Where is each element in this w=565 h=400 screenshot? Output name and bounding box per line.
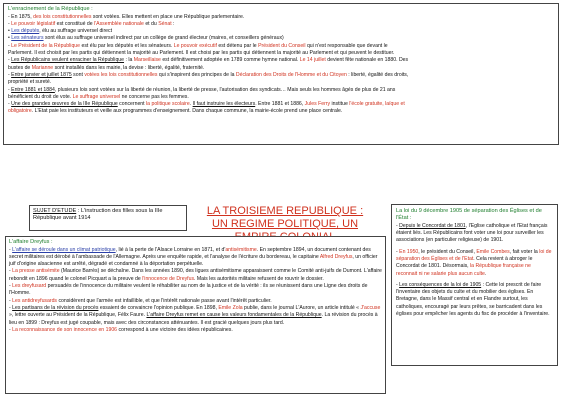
- text-run: institue: [330, 101, 350, 108]
- text-run: -: [396, 281, 400, 288]
- text-run: : Cette loi prescrit de faire l'inventaire des objets du culte et du mobilier des églises. En Bretagne, dans le Massif central et en Flandre surtout, les catholiques, encouragé par leurs prêtes, se barricadent dans les églises pour empêcher les agents du fisc de procéder à l'inventaire.: [396, 281, 550, 318]
- text-line: [8, 65, 554, 72]
- highlight-text: l'Assemblée nationale: [94, 20, 144, 27]
- text-run: -: [8, 57, 12, 64]
- paragraph: [9, 247, 382, 269]
- text-run: (Maurice Barrès) se déchaîne. Dans les années 1890, des ligues antisémitisme apparaissent comme le Comité anti-juifs de Dumont. L'affaire rebondit en 1896 quand le colonel Picquart a la preuve de: [9, 268, 382, 282]
- text-run: :: [171, 20, 175, 27]
- highlight-text: Les antidreyfusards: [12, 297, 58, 304]
- text-run: -: [9, 304, 13, 311]
- study-subject-label: SUJET D'ETUDE: [33, 208, 77, 214]
- study-subject-text: : L'instruction des filles sous la IIIe République avant 1914: [33, 208, 163, 222]
- underlined-text: Les Républicains veulent enraciner la République: [11, 57, 125, 64]
- text-run: propriété et sureté.: [8, 79, 52, 86]
- paragraph: [396, 282, 553, 318]
- text-run: , élu au suffrage universel direct: [39, 28, 113, 35]
- republic-rooting-heading: L'enracinement de la République :: [8, 6, 93, 12]
- highlight-text: Emile Zola: [218, 304, 243, 311]
- text-run: -: [9, 326, 13, 333]
- text-line: [8, 14, 554, 21]
- text-run: -: [8, 101, 12, 108]
- dreyfus-text: [9, 247, 382, 335]
- text-run: -: [396, 248, 400, 255]
- dreyfus-affair-box: [5, 236, 386, 394]
- text-run: qui n'est responsable que devant le: [305, 42, 388, 49]
- text-run: •: [8, 28, 12, 35]
- paragraph: [9, 283, 382, 298]
- text-run: devient fête nationale en 1880. Des: [325, 57, 409, 64]
- paragraph: [9, 327, 382, 334]
- text-run: est détenu par le: [216, 42, 259, 49]
- text-run: Parlement. Il est choisit par les partis qui détiennent la majorité au Parlement. Il est choisi par les partis qui détiennent la majorité au Parlement et qui peuvent le destituer.: [8, 50, 395, 57]
- text-run: .: [189, 101, 193, 108]
- text-run: considèrent que l'armée est infaillible, et que l'intérêt nationale passe avant l'intérêt particulier.: [57, 297, 272, 304]
- text-line: [8, 101, 554, 108]
- paragraph: [396, 249, 553, 278]
- church-state-separation-box: [391, 204, 558, 366]
- text-run: ne concerne pas les femmes.: [120, 93, 189, 100]
- text-run: , un officier juif d'origine alsacienne est arrêté, dégradé et condamné à la déportation perpétuelle.: [9, 253, 378, 268]
- highlight-text: Le Président de la République: [11, 42, 81, 49]
- text-run: qui s'inspirent des principes de la: [157, 71, 236, 78]
- underlined-text: Entre 1881 et 1884: [11, 86, 55, 93]
- republic-rooting-text: [8, 14, 554, 116]
- text-line: [8, 72, 554, 79]
- text-run: persuadés de l'innocence du militaire veulent le réhabiliter au nom de la justice et de la vérité : ils se réunissent dans une Ligne des droits de l'Homme.: [9, 283, 368, 297]
- text-run: est élu par les députés et les sénateurs.: [80, 42, 174, 49]
- underlined-text: Entre janvier et juillet 1875: [11, 71, 72, 78]
- text-line: [8, 28, 554, 35]
- highlight-text: Jules Ferry: [304, 101, 331, 108]
- highlight-text: Alfred Dreyfus: [319, 253, 353, 260]
- underlined-text: Les sénateurs: [11, 35, 44, 42]
- highlight-text: la République française ne reconnait ni ne salarie plus aucun culte: [396, 263, 531, 277]
- underlined-text: Une des grandes œuvres de la IIIe République: [11, 101, 118, 108]
- text-line: [8, 43, 554, 50]
- text-run: -: [8, 71, 12, 78]
- text-run: publie, dans le journal L'Aurore, un article intitulé «: [242, 304, 361, 311]
- text-run: .: [484, 270, 487, 277]
- text-line: [8, 21, 554, 28]
- church-state-text: [396, 223, 553, 319]
- text-run: et du: [143, 20, 159, 27]
- text-run: -: [396, 222, 400, 229]
- text-run: •: [8, 35, 12, 42]
- highlight-text: La reconnaissance de son innocence en 1906: [12, 326, 118, 333]
- text-line: [8, 35, 554, 42]
- text-line: [8, 87, 554, 94]
- highlight-text: La presse antisémite: [12, 268, 60, 275]
- highlight-text: votées les lois constitutionnelles: [84, 71, 158, 78]
- text-run: , l'Eglise catholique et l'Etat français étaient liés. Les Républicains font voter une loi pour surveiller les associations (en particulier religieuse) de 1901.: [396, 222, 548, 244]
- highlight-text: Sénat: [158, 20, 172, 27]
- highlight-text: antisémitisme: [225, 246, 257, 253]
- text-run: . Entre 1881 et 1886,: [255, 101, 305, 108]
- paragraph: [9, 268, 382, 283]
- paragraph: [9, 298, 382, 305]
- paragraph: [396, 223, 553, 245]
- highlight-text: l'innocence de Dreyfus: [142, 275, 195, 282]
- text-run: -: [9, 246, 13, 253]
- highlight-text: la politique scolaire: [146, 101, 190, 108]
- highlight-text: Marseillaise: [133, 57, 161, 64]
- text-run: , lié à la perte de l'Alsace Lorraine en 1871, et d': [115, 246, 226, 253]
- text-line: [8, 57, 554, 64]
- highlight-text: Déclaration des Droits de l'Homme et du Citoyen: [235, 71, 347, 78]
- text-run: . En septembre 1894, un document contenant des secret militaires est dérobé à l'ambassade de l'Allemagne. Après une enquête rapide, et l'analyse de l'écriture du bordereau, le capitaine: [9, 246, 371, 260]
- dreyfus-heading: L'affaire Dreyfus :: [9, 239, 53, 245]
- underlined-text: Les conséquences de la loi de 1905: [399, 281, 482, 288]
- underlined-text: Il faut instruire les électeurs: [192, 101, 256, 108]
- text-line: [8, 50, 554, 57]
- text-run: sont installés dans les mairie, la devise : liberté, égalité, fraternité.: [53, 64, 205, 71]
- text-run: -: [9, 297, 13, 304]
- highlight-text: obligatoire: [8, 108, 32, 115]
- text-run: , plusieurs lois sont votées sur la liberté de réunion, la liberté de presse, l'autorisation des syndicats… Mais seuls les hommes âgés de plus de 21 ans: [54, 86, 396, 93]
- text-run: . Cela revient à abroger le Concordat de 1801. Désormais,: [396, 256, 533, 270]
- highlight-text: Président du Conseil: [258, 42, 306, 49]
- text-run: , le président du Conseil,: [418, 248, 477, 255]
- text-run: -: [9, 268, 13, 275]
- republic-rooting-box: [3, 3, 559, 145]
- underlined-text: Les partisans de la révision du procès: [12, 304, 99, 311]
- highlight-text: loi de séparation des Églises et de l'Etat: [396, 248, 552, 262]
- text-run: est constitué de: [55, 20, 95, 27]
- text-run: essaient de convaincre l'opinion publique. En 1898,: [98, 304, 219, 311]
- underlined-text: L'affaire se déroule dans un climat patriotique: [12, 246, 116, 253]
- text-run: concernent: [117, 101, 147, 108]
- text-run: sont: [71, 71, 85, 78]
- text-run: . La révision du procès à lieu en 1899 : Dreyfus est jugé coupable, mais avec des circonstances atténuantes. Il est gracié quelques jours plus tard.: [9, 312, 378, 326]
- text-run: », lettre ouverte au Président de la République, Félix Faure.: [9, 312, 147, 319]
- highlight-text: J'accuse: [360, 304, 381, 311]
- highlight-text: En 1950: [399, 248, 419, 255]
- text-run: , fait voter la: [509, 248, 540, 255]
- text-run: sont élus au suffrage universel indirect par un collège de grand électeur (maires, et conseillers généraux): [43, 35, 284, 42]
- text-line: [8, 94, 554, 101]
- underlined-text: L'affaire Dreyfus remet en cause les valeurs fondamentales de la République: [146, 312, 322, 319]
- page-title: LA TROISIEME REPUBLIQUE : UN REGIME POLITIQUE, UN: [206, 205, 364, 230]
- highlight-text: Le 14 juillet: [299, 57, 326, 64]
- text-line: [8, 108, 554, 115]
- text-run: : liberté, égalité des droits,: [346, 71, 409, 78]
- text-run: -: [8, 42, 12, 49]
- text-run: correspond à une victoire des idées républicaines.: [117, 326, 233, 333]
- text-run: est définitivement adoptée en 1789 comme hymne national.: [160, 57, 300, 64]
- text-run: sont votées. Elles mettent en place une République parlementaire.: [91, 13, 245, 20]
- underlined-text: Les députés: [11, 28, 40, 35]
- text-run: : la: [124, 57, 134, 64]
- study-subject-box: [29, 205, 187, 231]
- text-run: -: [9, 283, 13, 290]
- highlight-text: Marianne: [31, 64, 54, 71]
- highlight-text: Emile Combes: [476, 248, 510, 255]
- text-run: . Mais les autorités militaire refusent de rouvrir le dossier.: [194, 275, 324, 282]
- highlight-text: Le suffrage universel: [72, 93, 121, 100]
- text-run: -: [8, 20, 12, 27]
- highlight-text: Le pouvoir exécutif: [173, 42, 217, 49]
- church-state-heading: La loi du 9 décembre 1905 de séparation des Églises et de l'État :: [396, 208, 542, 222]
- text-run: - En 1875,: [8, 13, 34, 20]
- text-run: -: [8, 86, 12, 93]
- text-line: [8, 79, 554, 86]
- highlight-text: l'école gratuite, laïque et: [349, 101, 405, 108]
- text-run: bénéficient du droit de vote.: [8, 93, 73, 100]
- highlight-text: Les dreyfusard: [12, 283, 47, 290]
- underlined-text: Depuis le Concordat de 1801: [399, 222, 466, 229]
- text-run: bustes de: [8, 64, 32, 71]
- text-run: . L'Etat paie les instituteurs et veille aux programmes d'enseignement. Dans chaque commune, la mairie-école prend une place centrale.: [31, 108, 343, 115]
- highlight-text: Le pouvoir législatif: [11, 20, 56, 27]
- highlight-text: des lois constitutionnelles: [33, 13, 92, 20]
- paragraph: [9, 305, 382, 327]
